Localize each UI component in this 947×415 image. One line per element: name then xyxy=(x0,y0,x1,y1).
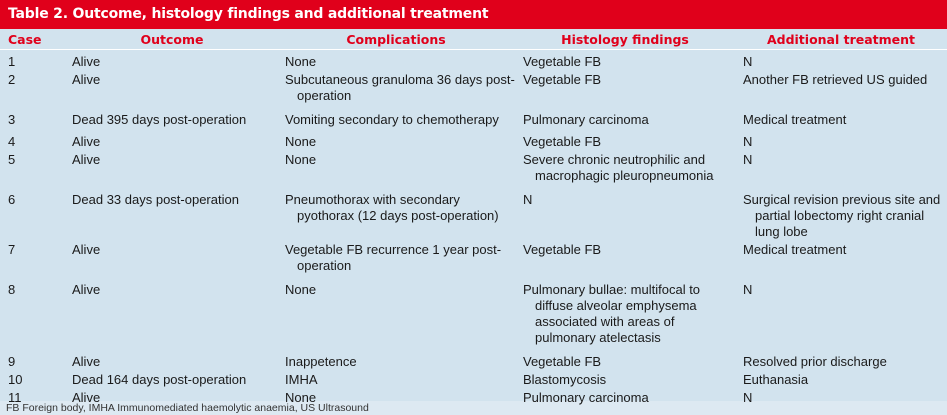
cell-outcome xyxy=(67,128,277,150)
table-row xyxy=(0,240,947,274)
cell-outcome xyxy=(67,240,277,274)
table-body xyxy=(0,50,947,407)
cell-text: None xyxy=(285,54,317,69)
cell-text: Vegetable FB xyxy=(523,242,602,257)
cell-complications xyxy=(277,50,515,71)
cell-text: Pulmonary carcinoma xyxy=(523,112,649,127)
cell-text: Pneumothorax with secondary pyothorax (12 days post-operation) xyxy=(285,192,499,223)
cell-text: Alive xyxy=(72,282,101,297)
table-row xyxy=(0,274,947,346)
header-histology: Histology findings xyxy=(561,31,689,47)
cell-text: 8 xyxy=(8,282,16,297)
cell-histology xyxy=(515,104,735,128)
cell-case xyxy=(0,370,67,388)
table-row xyxy=(0,104,947,128)
cell-text: 6 xyxy=(8,192,16,207)
cell-case xyxy=(0,70,67,104)
cell-text: Alive xyxy=(72,390,101,405)
cell-complications xyxy=(277,346,515,370)
cell-text: 5 xyxy=(8,152,16,167)
cell-treatment xyxy=(735,240,947,274)
cell-text: 7 xyxy=(8,242,16,257)
header-treatment: Additional treatment xyxy=(766,31,916,47)
cell-text: Pulmonary bullae: multifocal to diffuse alveolar emphysema associated with areas of pulmonary atelectasis xyxy=(523,282,701,345)
cell-text: None xyxy=(285,390,317,405)
cell-text: Subcutaneous granuloma 36 days post-operation xyxy=(285,72,515,103)
cell-treatment xyxy=(735,184,947,240)
cell-treatment xyxy=(735,274,947,346)
cell-text: Alive xyxy=(72,134,101,149)
cell-case xyxy=(0,128,67,150)
cell-text: N xyxy=(743,282,753,297)
cell-text: Alive xyxy=(72,72,101,87)
cell-outcome xyxy=(67,70,277,104)
cell-treatment xyxy=(735,150,947,184)
cell-text: Inappetence xyxy=(285,354,357,369)
cell-text: IMHA xyxy=(285,372,318,387)
cell-text: Vegetable FB xyxy=(523,72,602,87)
cell-treatment xyxy=(735,128,947,150)
cell-text: 1 xyxy=(8,54,16,69)
cell-outcome xyxy=(67,346,277,370)
cell-text: 2 xyxy=(8,72,16,87)
cell-histology xyxy=(515,50,735,71)
cell-treatment xyxy=(735,50,947,71)
cell-outcome xyxy=(67,50,277,71)
cell-text: Vegetable FB xyxy=(523,54,602,69)
cell-case xyxy=(0,274,67,346)
cell-text: Medical treatment xyxy=(743,112,847,127)
cell-histology xyxy=(515,70,735,104)
cell-histology xyxy=(515,370,735,388)
cell-treatment xyxy=(735,370,947,388)
cell-text: None xyxy=(285,134,317,149)
cell-complications xyxy=(277,128,515,150)
footnote: FB Foreign body, IMHA Immunomediated haemolytic anaemia, US Ultrasound xyxy=(6,402,369,414)
cell-text: Blastomycosis xyxy=(523,372,607,387)
table-row xyxy=(0,184,947,240)
cell-outcome xyxy=(67,184,277,240)
results-table xyxy=(0,29,947,406)
cell-text: N xyxy=(743,152,753,167)
cell-histology xyxy=(515,346,735,370)
cell-histology xyxy=(515,274,735,346)
header-outcome: Outcome xyxy=(140,31,204,47)
cell-complications xyxy=(277,370,515,388)
cell-text: Dead 33 days post-operation xyxy=(72,192,239,207)
cell-text: Alive xyxy=(72,242,101,257)
cell-text: Alive xyxy=(72,54,101,69)
cell-outcome xyxy=(67,104,277,128)
table-panel xyxy=(0,29,947,405)
cell-text: Dead 395 days post-operation xyxy=(72,112,247,127)
cell-complications xyxy=(277,240,515,274)
header-row xyxy=(0,29,947,50)
cell-text: 3 xyxy=(8,112,16,127)
table-row xyxy=(0,70,947,104)
cell-text: Resolved prior discharge xyxy=(743,354,887,369)
cell-text: 11 xyxy=(8,390,22,405)
table-row xyxy=(0,370,947,388)
cell-text: Vegetable FB xyxy=(523,354,602,369)
cell-text: Euthanasia xyxy=(743,372,809,387)
cell-text: Alive xyxy=(72,354,101,369)
cell-text: 9 xyxy=(8,354,16,369)
cell-case xyxy=(0,184,67,240)
cell-text: Medical treatment xyxy=(743,242,847,257)
table-row xyxy=(0,128,947,150)
cell-outcome xyxy=(67,370,277,388)
cell-text: Alive xyxy=(72,152,101,167)
cell-text: 10 xyxy=(8,372,23,387)
cell-text: None xyxy=(285,282,317,297)
cell-complications xyxy=(277,184,515,240)
cell-complications xyxy=(277,274,515,346)
cell-case xyxy=(0,50,67,71)
cell-histology xyxy=(515,128,735,150)
cell-treatment xyxy=(735,388,947,406)
cell-case xyxy=(0,104,67,128)
header-case: Case xyxy=(8,31,42,47)
cell-case xyxy=(0,346,67,370)
cell-treatment xyxy=(735,346,947,370)
cell-text: N xyxy=(523,192,533,207)
cell-text: Dead 164 days post-operation xyxy=(72,372,247,387)
cell-text: Pulmonary carcinoma xyxy=(523,390,649,405)
cell-treatment xyxy=(735,70,947,104)
cell-complications xyxy=(277,150,515,184)
cell-histology xyxy=(515,150,735,184)
table-row xyxy=(0,150,947,184)
table-row xyxy=(0,346,947,370)
cell-outcome xyxy=(67,150,277,184)
cell-case xyxy=(0,150,67,184)
cell-text: 4 xyxy=(8,134,16,149)
cell-text: None xyxy=(285,152,317,167)
cell-text: Vegetable FB recurrence 1 year post-operation xyxy=(285,242,502,273)
cell-treatment xyxy=(735,104,947,128)
cell-text: Surgical revision previous site and partial lobectomy right cranial lung lobe xyxy=(743,192,941,239)
table-row xyxy=(0,50,947,71)
cell-text: N xyxy=(743,134,753,149)
header-complications: Complications xyxy=(346,31,446,47)
cell-complications xyxy=(277,70,515,104)
cell-text: N xyxy=(743,390,753,405)
table-title: Table 2. Outcome, histology findings and additional treatment xyxy=(0,0,947,29)
cell-text: Vomiting secondary to chemotherapy xyxy=(285,112,499,127)
cell-text: Severe chronic neutrophilic and macrophagic pleuropneumonia xyxy=(523,152,714,183)
cell-outcome xyxy=(67,274,277,346)
cell-text: N xyxy=(743,54,753,69)
cell-histology xyxy=(515,240,735,274)
cell-histology xyxy=(515,184,735,240)
cell-histology xyxy=(515,388,735,406)
cell-case xyxy=(0,240,67,274)
cell-complications xyxy=(277,104,515,128)
cell-text: Vegetable FB xyxy=(523,134,602,149)
cell-text: Another FB retrieved US guided xyxy=(743,72,928,87)
